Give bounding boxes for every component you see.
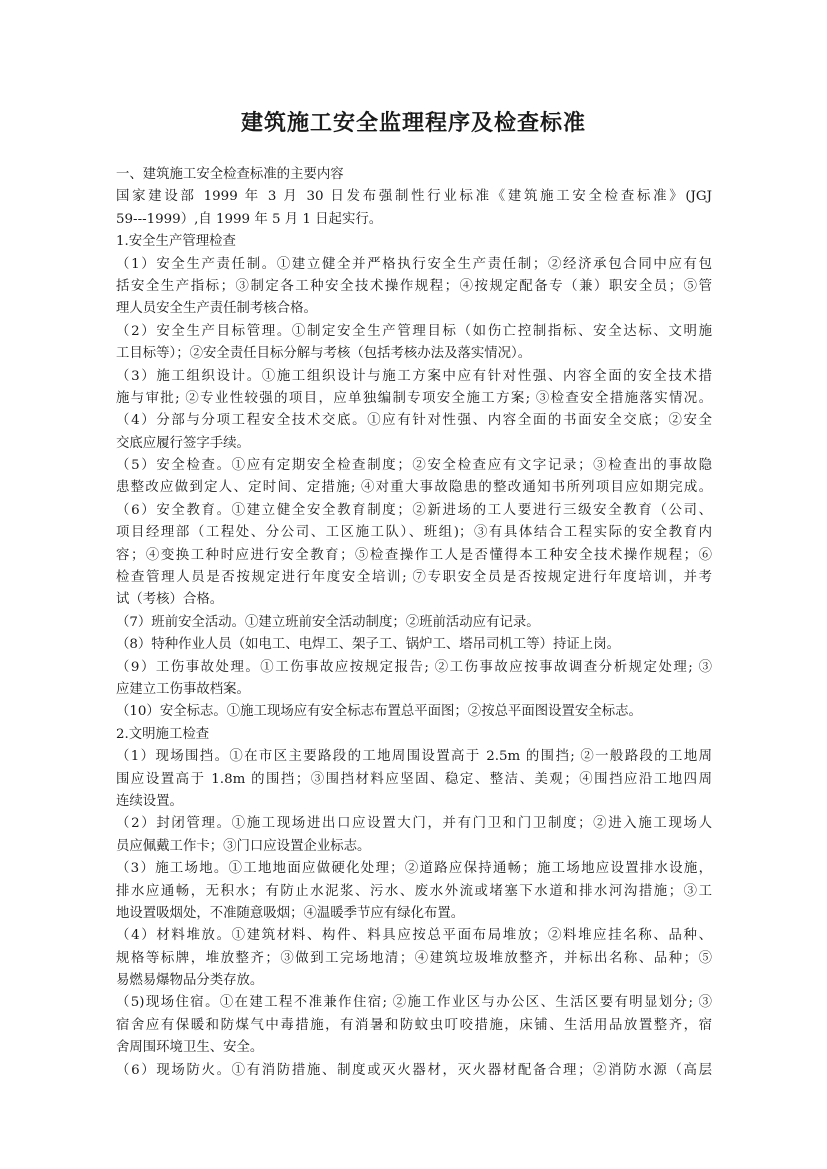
document-line: 括安全生产指标；③制定各工种安全技术操作规程；④按规定配备专（兼）职安全员；⑤管 <box>116 278 712 294</box>
document-line: 2.文明施工检查 <box>116 726 210 742</box>
document-line: （8）特种作业人员（如电工、电焊工、架子工、锅炉工、塔吊司机工等）持证上岗。 <box>116 637 620 653</box>
document-line: （6）现场防火。①有消防措施、制度或灭火器材，灭火器材配备合理；②消防水源（高层 <box>116 1062 712 1078</box>
document-line: 围应设置高于 1.8m 的围挡；③围挡材料应坚固、稳定、整洁、美观；④围挡应沿工地四周 <box>116 771 712 787</box>
document-line: 施与审批; ②专业性较强的项目，应单独编制专项安全施工方案; ③检查安全措施落实情况。 <box>116 390 712 406</box>
document-line: （2）封闭管理。①施工现场进出口应设置大门，并有门卫和门卫制度；②进入施工现场人 <box>116 816 712 832</box>
document-line: 规格等标牌，堆放整齐；③做到工完场地清；④建筑垃圾堆放整齐，并标出名称、品种；⑤ <box>116 950 712 966</box>
document-line: 试（考核）合格。 <box>116 592 224 608</box>
document-line: 项目经理部（工程处、分公司、工区施工队）、班组)；③有具体结合工程实际的安全教育内 <box>116 525 712 541</box>
document-line: 容；④变换工种时应进行安全教育；⑤检查操作工人是否懂得本工种安全技术操作规程；⑥ <box>116 547 712 563</box>
document-line: （4）分部与分项工程安全技术交底。①应有针对性强、内容全面的书面安全交底；②安全 <box>116 413 712 429</box>
document-title: 建筑施工安全监理程序及检查标准 <box>240 110 586 136</box>
document-line: 理人员安全生产责任制考核合格。 <box>116 301 317 317</box>
document-body <box>116 164 712 1082</box>
document-line: （5）安全检查。①应有定期安全检查制度；②安全检查应有文字记录；③检查出的事故隐 <box>116 458 712 474</box>
document-line: 员应佩戴工作卡；③门口应设置企业标志。 <box>116 838 371 854</box>
document-line: （4）材料堆放。①建筑材料、构件、料具应按总平面布局堆放；②料堆应挂名称、品种、 <box>116 928 712 944</box>
document-line: （3）施工组织设计。①施工组织设计与施工方案中应有针对性强、内容全面的安全技术措 <box>116 368 712 384</box>
document-line: 检查管理人员是否按规定进行年度安全培训; ⑦专职安全员是否按规定进行年度培训，并考 <box>116 570 712 586</box>
document-line: （9）工伤事故处理。①工伤事故应按规定报告; ②工伤事故应按事故调查分析规定处理; ③ <box>116 659 712 675</box>
document-line: （7）班前安全活动。①建立班前安全活动制度；②班前活动应有记录。 <box>116 614 540 630</box>
document-line: 排水应通畅，无积水；有防止水泥浆、污水、废水外流或堵塞下水道和排水河沟措施；③工 <box>116 883 712 899</box>
document-line: （6）安全教育。①建立健全安全教育制度；②新进场的工人要进行三级安全教育（公司、 <box>116 502 712 518</box>
document-line: 一、建筑施工安全检查标准的主要内容 <box>116 167 344 182</box>
document-line: 工目标等）；②安全责任目标分解与考核（包括考核办法及落实情况）。 <box>116 346 532 362</box>
document-line: 地设置吸烟处，不准随意吸烟；④温暖季节应有绿化布置。 <box>116 905 465 921</box>
document-line: 交底应履行签字手续。 <box>116 435 250 451</box>
document-line: （1）现场围挡。①在市区主要路段的工地周围设置高于 2.5m 的围挡; ②一般路段的工地周 <box>116 749 712 765</box>
document-line: 患整改应做到定人、定时间、定措施; ④对重大事故隐患的整改通知书所列项目应如期完成。 <box>116 480 712 496</box>
document-line: （1）安全生产责任制。①建立健全并严格执行安全生产责任制；②经济承包合同中应有包 <box>116 256 712 272</box>
document-line: （2）安全生产目标管理。①制定安全生产管理目标（如伤亡控制指标、安全达标、文明施 <box>116 323 712 339</box>
document-line: 应建立工伤事故档案。 <box>116 681 250 697</box>
document-line: （3）施工场地。①工地地面应做硬化处理；②道路应保持通畅；施工场地应设置排水设施， <box>116 861 712 877</box>
document-line: （10）安全标志。①施工现场应有安全标志布置总平面图；②按总平面图设置安全标志。 <box>116 704 642 720</box>
document-line: 59---1999）,自 1999 年 5 月 1 日起实行。 <box>116 211 383 227</box>
document-line: 国家建设部 1999 年 3 月 30 日发布强制性行业标准《建筑施工安全检查标准》(JGJ <box>116 189 712 205</box>
document-line: 宿舍应有保暖和防煤气中毒措施，有消暑和防蚊虫叮咬措施，床铺、生活用品放置整齐，宿 <box>116 1017 712 1033</box>
document-line: （5)现场住宿。①在建工程不准兼作住宿; ②施工作业区与办公区、生活区要有明显划分; ③ <box>116 995 712 1011</box>
document-line: 1.安全生产管理检查 <box>116 234 236 250</box>
document-line: 易燃易爆物品分类存放。 <box>116 973 264 989</box>
document-line: 舍周围环境卫生、安全。 <box>116 1040 264 1056</box>
document-line: 连续设置。 <box>116 793 183 809</box>
